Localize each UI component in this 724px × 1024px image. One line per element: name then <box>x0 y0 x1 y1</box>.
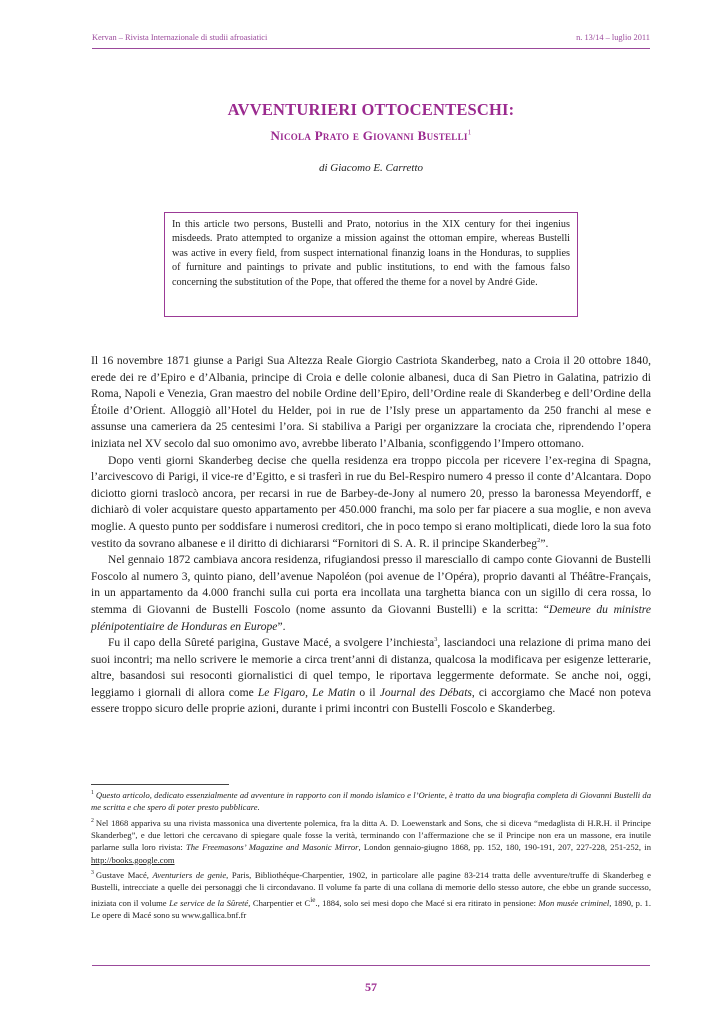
footnote-1 <box>91 789 651 813</box>
footer-rule <box>92 965 650 966</box>
footnote-text: Nel 1868 appariva su una rivista massonica una divertente polemica, fra la ditta A. D. Loewenstark and Sons, che si diceva “medaglista di H.R.H. il Principe Skanderbeg”, e due lettori che cercavano di spiegare quale fosse la verità, terminando con l’affermazione che se il Principe non era un massone, era inutile parlarne sulla loro rivista: <box>91 817 651 853</box>
journal-title: Kervan – Rivista Internazionale di studii afroasiatici <box>92 33 268 42</box>
footnote-text: , Charpentier et C <box>248 897 311 908</box>
header-rule <box>92 48 650 49</box>
paragraph <box>91 552 651 635</box>
newspaper-title: Journal des Débats <box>379 686 472 699</box>
footnote-ref[interactable]: 2 <box>537 536 541 544</box>
author-byline: di Giacomo E. Carretto <box>318 162 424 174</box>
footnote-rule <box>91 784 229 785</box>
paragraph: Il 16 novembre 1871 giunse a Parigi Sua Altezza Reale Giorgio Castriota Skanderbeg, nato a Croia il 20 ottobre 1840, erede dei re d’Epiro e d’Albania, principe di Croia e delle colonie albanesi, duca di San Pietro in Galatina, patrizio di Roma, Napoli e Venezia, Gran maestro del nobile Ordine dell’Epiro, dell’Ordine reale di Skanderbeg e dell’Ordine della Étoile d’Orient. Alloggiò all’Hotel du Helder, poi in rue de l’Isly prese un appartamento da 250 franchi al mese e assunse una cameriera da 25 centesimi l’ora. Si stabiliva a Parigi per organizzare la crociata che, riprendendo l’opera iniziata nel XV secolo dal suo omonimo avo, avrebbe liberato l’Albania, sconfiggendo l’Impero ottomano. <box>91 355 651 450</box>
footnotes <box>91 789 651 924</box>
footnote-number: 2 <box>91 818 94 825</box>
footnote-2 <box>91 817 651 866</box>
footnote-text: , 1890, p. 1. Le opere di Macé sono su www.gallica.bnf.fr <box>91 897 651 920</box>
page-number: 57 <box>365 980 377 994</box>
footnote-link[interactable]: http://books.google.com <box>91 854 175 865</box>
book-title: Mon musée criminel <box>538 897 610 908</box>
article-title: AVVENTURIERI OTTOCENTESCHI: <box>227 100 515 119</box>
footnote-3 <box>91 869 651 921</box>
superscript: ie <box>310 895 316 904</box>
newspaper-title: Le Matin <box>312 686 356 699</box>
footnote-text: , London gennaio-giugno 1868, pp. 152, 180, 190-191, 207, 227-228, 251-252, in <box>358 842 651 853</box>
footnote-text: Questo articolo, dedicato essenzialmente ad avventure in rapporto con il mondo islamico e l’Oriente, è tratto da una biografia completa di Giovanni Bustelli da me scritta e che spero di poter presto pubblicare. <box>91 790 651 813</box>
paragraph-text: o il <box>355 686 380 699</box>
paragraph-text: Dopo venti giorni Skanderbeg decise che quella residenza era troppo piccola per ricevere l’ex-regina di Spagna, l’arcivescovo di Parigi, il vice-re d’Egitto, e si trasferì in rue du Bel-Respiro numero 4 presso il conte d’Alcantara. Dopo diciotto giorni traslocò ancora, per recarsi in rue de Barbey-de-Jony al numero 20, presso la baronessa Meyendorff, e dichiarò di voler acquistare questo appartamento per 450.000 franchi, ma solo per far piacere a sua moglie, e non aveva moglie. A questo punto per soddisfare i numerosi creditori, che in poco tempo si erano moltiplicati, diede loro la sua foto vestito da sovrano albanese e il diritto di dichiararsi “Fornitori di S. A. R. il principe Skanderbeg <box>91 454 651 550</box>
subtitle-text: Nicola Prato e Giovanni Bustelli <box>270 128 468 143</box>
book-title: Le service de la Sûreté <box>169 897 249 908</box>
abstract-text: In this article two persons, Bustelli and Prato, notorius in the XIX century for thei ingenius misdeeds. Prato attempted to organize a mission against the ottoman empire, whereas Bustelli was active in every field, from suspect international finanzig loans in the Honduras, to supplies of furniture and paintings to private and public institutions, to end with the famous falso concerning the substitution of the Pope, that offered the theme for a novel by André Gide. <box>172 219 570 288</box>
paragraph-text: ”. <box>540 537 549 550</box>
paragraph <box>91 635 651 718</box>
quote-italic: Demeure du ministre plénipotentiaire de Honduras en Europe <box>91 603 651 633</box>
footnote-text: , Paris, Bibliothéque-Charpentier, 1902, in particolare alle pagine 83-214 tratta delle avventure/truffe di Skanderbeg e Bustelli, intrecciate a quelle dei personaggi che li circondavano. Il volume fa parte di una collana di memorie dello stesso autore, che ebbe un grande successo, iniziata con il volume <box>91 870 651 908</box>
paragraph <box>91 453 651 553</box>
book-title: Aventuriers de genie <box>152 870 227 881</box>
abstract-box <box>164 212 578 317</box>
footnote-number: 1 <box>91 790 94 797</box>
footnote-text: Gustave Macé, <box>95 870 153 881</box>
footnote-ref[interactable]: 1 <box>467 128 472 137</box>
issue-info: n. 13/14 – luglio 2011 <box>576 33 650 42</box>
article-subtitle <box>92 128 650 144</box>
article-body <box>91 353 651 718</box>
paragraph-text: , lasciandoci una relazione di prima mano dei suoi incontri; ma nello scrivere le memorie a circa trent’anni di distanza, qualcosa la modificava per esigenze letterarie, altre, basandosi sui resoconti giornalistici di quel tempo, le riportava leggermente deformate. Se anche noi, oggi, leggiamo i giornali di allora come <box>91 637 651 699</box>
paragraph-text: , <box>305 686 313 699</box>
footnote-ref[interactable]: 3 <box>434 636 438 644</box>
paragraph-text: ”. <box>277 620 286 633</box>
magazine-title: The Freemasons’ Magazine and Masonic Mirror <box>185 842 359 853</box>
footnote-text: ., 1884, solo sei mesi dopo che Macé si era ritirato in pensione: <box>315 897 539 908</box>
footnote-number: 3 <box>91 870 94 877</box>
paragraph-text: Nel gennaio 1872 cambiava ancora residenza, rifugiandosi presso il maresciallo di campo conte Giovanni de Bustelli Foscolo al numero 3, quinto piano, dell’avenue Napoléon (poi avenue de l’Opéra), proprio davanti al Théâtre-Français, in un appartamento da 4.000 franchi sulla cui porta era incollata una targhetta bianca con un sigillo di cera rossa, lo stemma di Giovanni de Bustelli Foscolo (nome assunto da Giovanni Bustelli) e la scritta: “ <box>91 554 651 616</box>
newspaper-title: Le Figaro <box>257 686 306 699</box>
paragraph-text: Fu il capo della Sûreté parigina, Gustave Macé, a svolgere l’inchiesta <box>108 637 435 650</box>
paragraph-text: , ci accorgiamo che Macé non poteva essere troppo sicuro delle proprie azioni, durante i primi incontri con Bustelli Foscolo e Skanderbeg. <box>91 686 651 716</box>
